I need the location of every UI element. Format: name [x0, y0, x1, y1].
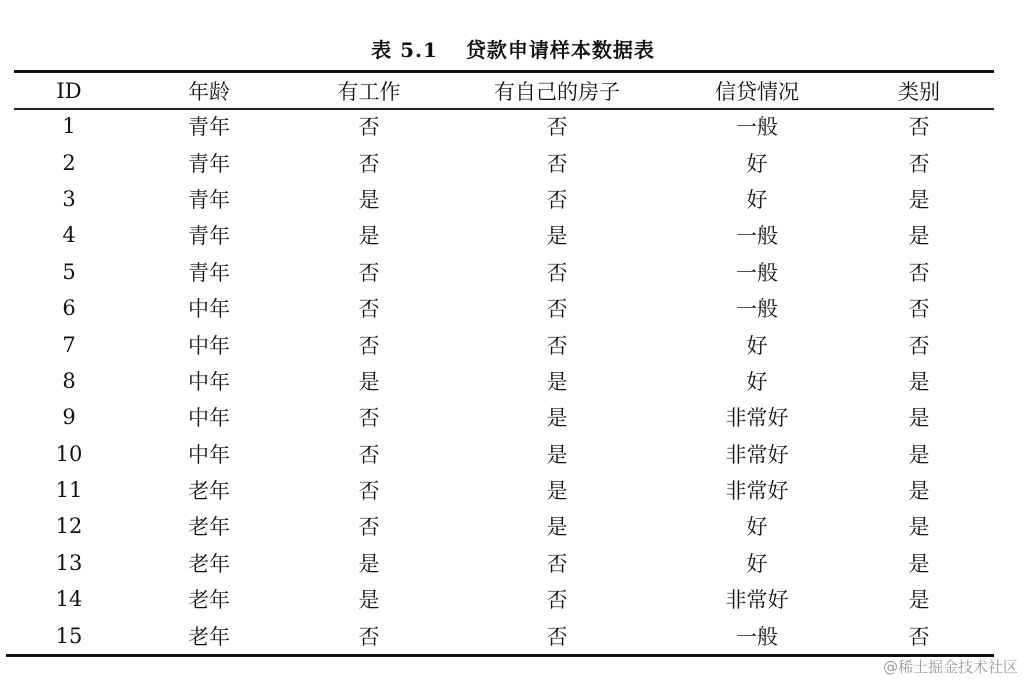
cell-age: 中年	[188, 333, 230, 358]
cell-class: 是	[908, 187, 930, 212]
cell-has-house: 是	[546, 479, 568, 504]
cell-has-house: 否	[546, 115, 568, 140]
cell-has-job: 否	[358, 479, 380, 504]
cell-credit: 非常好	[725, 588, 789, 613]
cell-class: 否	[908, 624, 930, 649]
cell-id: 11	[55, 478, 83, 503]
watermark-text: @稀土掘金技术社区	[882, 658, 1018, 676]
cell-has-job: 是	[358, 588, 380, 613]
cell-has-house: 否	[546, 551, 568, 576]
cell-credit: 好	[746, 369, 768, 394]
cell-age: 老年	[188, 624, 230, 649]
table-number: 表 5.1	[371, 38, 438, 62]
cell-credit: 好	[746, 187, 768, 212]
cell-credit: 非常好	[725, 479, 789, 504]
cell-has-house: 否	[546, 151, 568, 176]
cell-age: 中年	[188, 442, 230, 467]
cell-age: 老年	[188, 588, 230, 613]
cell-has-job: 否	[358, 406, 380, 431]
cell-age: 老年	[188, 551, 230, 576]
cell-has-house: 是	[546, 406, 568, 431]
cell-class: 是	[908, 369, 930, 394]
cell-has-house: 否	[546, 260, 568, 285]
cell-has-job: 否	[358, 151, 380, 176]
cell-age: 老年	[188, 479, 230, 504]
column-header-has-house: 有自己的房子	[494, 79, 620, 104]
table-row	[14, 217, 994, 253]
cell-has-house: 否	[546, 333, 568, 358]
cell-has-house: 否	[546, 187, 568, 212]
table-header-row	[14, 73, 994, 108]
cell-credit: 一般	[736, 260, 778, 285]
cell-age: 中年	[188, 369, 230, 394]
cell-credit: 一般	[736, 297, 778, 322]
table-body	[14, 108, 994, 654]
table-row	[14, 254, 994, 290]
table-caption	[0, 34, 1026, 63]
cell-id: 9	[62, 405, 76, 430]
table-row	[14, 108, 994, 144]
cell-credit: 一般	[736, 115, 778, 140]
cell-class: 是	[908, 515, 930, 540]
cell-class: 是	[908, 479, 930, 504]
cell-has-house: 是	[546, 442, 568, 467]
table-row	[14, 508, 994, 544]
table-title: 贷款申请样本数据表	[465, 38, 655, 62]
cell-class: 否	[908, 297, 930, 322]
cell-id: 5	[62, 259, 76, 284]
cell-age: 老年	[188, 515, 230, 540]
cell-has-job: 否	[358, 115, 380, 140]
cell-credit: 好	[746, 551, 768, 576]
cell-has-job: 否	[358, 624, 380, 649]
cell-credit: 非常好	[725, 442, 789, 467]
cell-id: 14	[55, 587, 83, 612]
cell-id: 15	[55, 623, 83, 648]
cell-age: 青年	[188, 187, 230, 212]
cell-age: 中年	[188, 406, 230, 431]
column-header-class: 类别	[898, 79, 940, 104]
cell-has-house: 是	[546, 369, 568, 394]
cell-class: 是	[908, 442, 930, 467]
column-header-id: ID	[56, 78, 82, 103]
cell-has-house: 否	[546, 588, 568, 613]
cell-class: 是	[908, 551, 930, 576]
cell-has-house: 否	[546, 297, 568, 322]
table-row	[14, 472, 994, 508]
data-table	[14, 73, 994, 654]
cell-id: 13	[55, 550, 83, 575]
cell-id: 4	[62, 223, 76, 248]
cell-class: 是	[908, 588, 930, 613]
cell-has-job: 否	[358, 515, 380, 540]
cell-class: 否	[908, 115, 930, 140]
table-row	[14, 399, 994, 435]
table-row	[14, 144, 994, 180]
cell-id: 6	[62, 296, 76, 321]
column-header-has-job: 有工作	[337, 79, 401, 104]
cell-class: 否	[908, 260, 930, 285]
cell-has-job: 否	[358, 333, 380, 358]
cell-has-house: 否	[546, 624, 568, 649]
cell-credit: 非常好	[725, 406, 789, 431]
column-header-age: 年龄	[188, 79, 230, 104]
cell-has-job: 否	[358, 297, 380, 322]
cell-age: 青年	[188, 260, 230, 285]
table-row	[14, 363, 994, 399]
table-row	[14, 436, 994, 472]
cell-id: 7	[62, 332, 76, 357]
cell-has-job: 是	[358, 369, 380, 394]
cell-class: 否	[908, 333, 930, 358]
cell-has-house: 是	[546, 224, 568, 249]
table-row	[14, 581, 994, 617]
table-row	[14, 617, 994, 653]
cell-credit: 一般	[736, 224, 778, 249]
table-row	[14, 326, 994, 362]
cell-age: 中年	[188, 297, 230, 322]
cell-age: 青年	[188, 115, 230, 140]
cell-has-job: 是	[358, 187, 380, 212]
table-row	[14, 290, 994, 326]
cell-has-job: 否	[358, 260, 380, 285]
column-header-credit: 信贷情况	[715, 79, 799, 104]
cell-has-house: 是	[546, 515, 568, 540]
cell-credit: 好	[746, 515, 768, 540]
cell-class: 是	[908, 224, 930, 249]
cell-id: 12	[55, 514, 83, 539]
cell-credit: 好	[746, 333, 768, 358]
cell-id: 8	[62, 368, 76, 393]
cell-credit: 好	[746, 151, 768, 176]
cell-has-job: 是	[358, 224, 380, 249]
cell-has-job: 否	[358, 442, 380, 467]
cell-class: 否	[908, 151, 930, 176]
cell-has-job: 是	[358, 551, 380, 576]
cell-id: 1	[62, 114, 76, 139]
table-row	[14, 545, 994, 581]
cell-age: 青年	[188, 224, 230, 249]
cell-id: 10	[55, 441, 83, 466]
cell-age: 青年	[188, 151, 230, 176]
cell-id: 2	[62, 150, 76, 175]
bottom-rule	[6, 654, 994, 657]
cell-class: 是	[908, 406, 930, 431]
cell-id: 3	[62, 186, 76, 211]
cell-credit: 一般	[736, 624, 778, 649]
table-row	[14, 181, 994, 217]
